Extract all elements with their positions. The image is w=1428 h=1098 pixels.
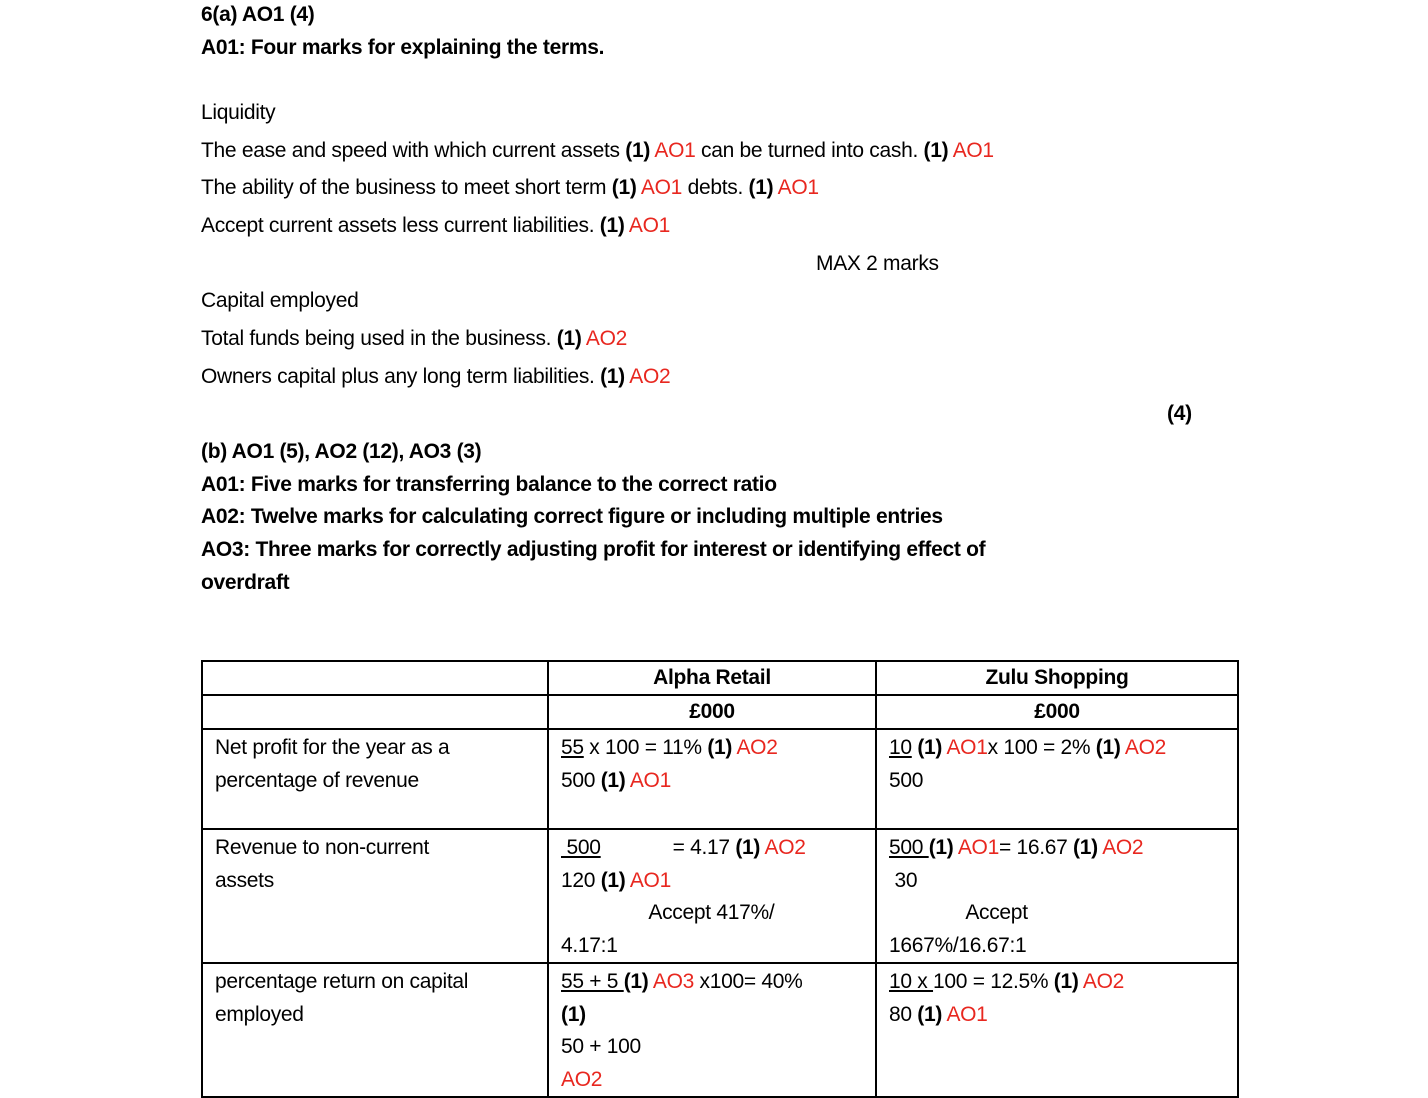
assessment-objective: AO1 <box>650 139 696 162</box>
text-segment: 1667%/16.67:1 <box>889 933 1027 957</box>
text-segment: debts. <box>682 176 749 199</box>
liquidity-line <box>201 138 994 164</box>
mark-indicator: (1) <box>599 214 625 237</box>
assessment-objective: AO2 <box>732 736 778 759</box>
assessment-objective: AO2 <box>1078 970 1125 993</box>
assessment-objective: AO1 <box>636 176 683 199</box>
label-line: percentage return on capital <box>215 970 469 993</box>
assessment-objective: AO3 <box>648 970 694 993</box>
assessment-objective: AO1 <box>953 836 999 859</box>
mark-indicator: (1) <box>1073 836 1098 859</box>
alpha-cell <box>548 829 876 963</box>
label-line: Revenue to non-current <box>215 836 430 859</box>
max-marks-note: MAX 2 marks <box>816 252 939 275</box>
text-segment: 500 <box>561 836 601 859</box>
label-line: percentage of revenue <box>215 768 419 792</box>
table-row <box>202 963 1238 1097</box>
text-segment: 30 <box>889 868 918 892</box>
mark-indicator: (1) <box>1053 970 1079 993</box>
text-segment: = 4.17 <box>600 836 736 859</box>
mark-indicator: (1) <box>561 1002 586 1026</box>
part-b-heading: (b) AO1 (5), AO2 (12), AO3 (3) <box>201 440 482 463</box>
cell-line <box>889 765 1225 798</box>
assessment-objective: AO2 <box>760 836 806 859</box>
text-segment: Owners capital plus any long term liabilities. <box>201 365 601 388</box>
liquidity-line <box>201 213 670 239</box>
cell-line <box>561 765 863 798</box>
table-units-row <box>202 695 1238 729</box>
mark-indicator: (1) <box>625 139 651 162</box>
assessment-objective: AO1 <box>625 868 671 892</box>
text-segment: = 16.67 <box>998 836 1074 859</box>
mark-indicator: (1) <box>923 139 949 162</box>
text-segment: 80 <box>889 1002 918 1026</box>
mark-indicator: (1) <box>556 327 582 350</box>
mark-indicator: (1) <box>600 365 625 388</box>
assessment-objective: AO1 <box>942 1002 988 1026</box>
zulu-cell <box>876 829 1238 963</box>
mark-indicator: (1) <box>611 176 637 199</box>
alpha-cell <box>548 729 876 829</box>
text-segment: 4.17:1 <box>561 933 618 957</box>
cell-line <box>561 897 863 930</box>
ratio-table <box>201 660 1239 1098</box>
total-marks: (4) <box>1167 402 1192 425</box>
cell-line <box>561 732 863 765</box>
label-line: assets <box>215 868 274 892</box>
cell-line <box>889 999 1225 1032</box>
table-row <box>202 829 1238 963</box>
assessment-objective: AO1 <box>624 214 671 237</box>
row-label <box>202 963 548 1097</box>
mark-indicator: (1) <box>600 768 626 792</box>
header-zulu-shopping: Zulu Shopping <box>876 661 1238 695</box>
cell-line <box>561 966 863 999</box>
mark-indicator: (1) <box>1095 736 1121 759</box>
mark-indicator: (1) <box>735 836 761 859</box>
text-segment: The ability of the business to meet short term <box>201 176 612 199</box>
label-line: Net profit for the year as a <box>215 736 450 759</box>
text-segment: 100 = 12.5% <box>933 970 1054 993</box>
table-header-row <box>202 661 1238 695</box>
text-segment: 10 x <box>889 970 934 993</box>
text-segment: Accept <box>889 901 1028 924</box>
assessment-objective: AO2 <box>1120 736 1167 759</box>
cell-line <box>889 930 1225 963</box>
text-segment: 55 + 5 <box>561 970 624 993</box>
assessment-objective: AO1 <box>942 736 988 759</box>
question-heading: 6(a) AO1 (4) <box>201 3 315 26</box>
zulu-cell <box>876 729 1238 829</box>
question-subheading: A01: Four marks for explaining the terms. <box>201 36 605 59</box>
liquidity-title: Liquidity <box>201 101 276 124</box>
cell-line <box>889 832 1225 865</box>
assessment-objective: AO1 <box>625 768 671 792</box>
text-segment: Accept current assets less current liabilities. <box>201 214 600 237</box>
text-segment: x100= 40% <box>693 970 803 993</box>
row-label <box>202 729 548 829</box>
mark-indicator: (1) <box>917 1002 943 1026</box>
text-segment: 120 <box>561 868 601 892</box>
cell-line <box>561 1064 863 1097</box>
text-segment: Total funds being used in the business. <box>201 327 557 350</box>
cell-line <box>561 832 863 865</box>
criteria-line: overdraft <box>201 571 290 594</box>
text-segment: 500 <box>889 836 929 859</box>
mark-indicator: (1) <box>707 736 733 759</box>
assessment-objective: AO1 <box>948 139 994 162</box>
mark-indicator: (1) <box>600 868 626 892</box>
text-segment: 10 <box>889 736 912 759</box>
mark-indicator: (1) <box>623 970 649 993</box>
text-segment: 500 <box>889 768 924 792</box>
text-segment: can be turned into cash. <box>695 139 924 162</box>
assessment-objective: AO2 <box>624 365 671 388</box>
liquidity-line <box>201 175 819 201</box>
text-segment: The ease and speed with which current assets <box>201 139 626 162</box>
cell-line <box>889 897 1225 930</box>
mark-indicator: (1) <box>748 176 774 199</box>
text-segment: 55 <box>561 736 584 759</box>
zulu-cell <box>876 963 1238 1097</box>
cell-line <box>561 999 863 1032</box>
assessment-objective: AO2 <box>1097 836 1144 859</box>
assessment-objective: AO2 <box>581 327 628 350</box>
header-cell <box>202 661 548 695</box>
text-segment: 50 + 100 <box>561 1035 641 1058</box>
capital-title: Capital employed <box>201 289 359 312</box>
capital-line <box>201 364 670 390</box>
criteria-line: AO3: Three marks for correctly adjusting profit for interest or identifying effect of <box>201 538 986 561</box>
assessment-objective: AO2 <box>561 1067 603 1091</box>
label-line: employed <box>215 1002 304 1026</box>
criteria-line: A01: Five marks for transferring balance to the correct ratio <box>201 473 777 496</box>
assessment-objective: AO1 <box>773 176 819 199</box>
row-label <box>202 829 548 963</box>
mark-indicator: (1) <box>917 736 943 759</box>
text-segment: 500 <box>561 768 601 792</box>
table-row <box>202 729 1238 829</box>
units-cell <box>202 695 548 729</box>
text-segment: x 100 = 11% <box>583 736 708 759</box>
mark-indicator: (1) <box>928 836 954 859</box>
cell-line <box>561 1031 863 1064</box>
cell-line <box>561 930 863 963</box>
cell-line <box>889 865 1225 898</box>
units-alpha: £000 <box>548 695 876 729</box>
text-segment: Accept 417%/ <box>561 901 775 924</box>
units-zulu: £000 <box>876 695 1238 729</box>
text-segment: x 100 = 2% <box>987 736 1096 759</box>
cell-line <box>561 865 863 898</box>
cell-line <box>889 732 1225 765</box>
criteria-line: A02: Twelve marks for calculating correct figure or including multiple entries <box>201 505 943 528</box>
header-alpha-retail: Alpha Retail <box>548 661 876 695</box>
cell-line <box>889 966 1225 999</box>
capital-line <box>201 326 627 352</box>
alpha-cell <box>548 963 876 1097</box>
